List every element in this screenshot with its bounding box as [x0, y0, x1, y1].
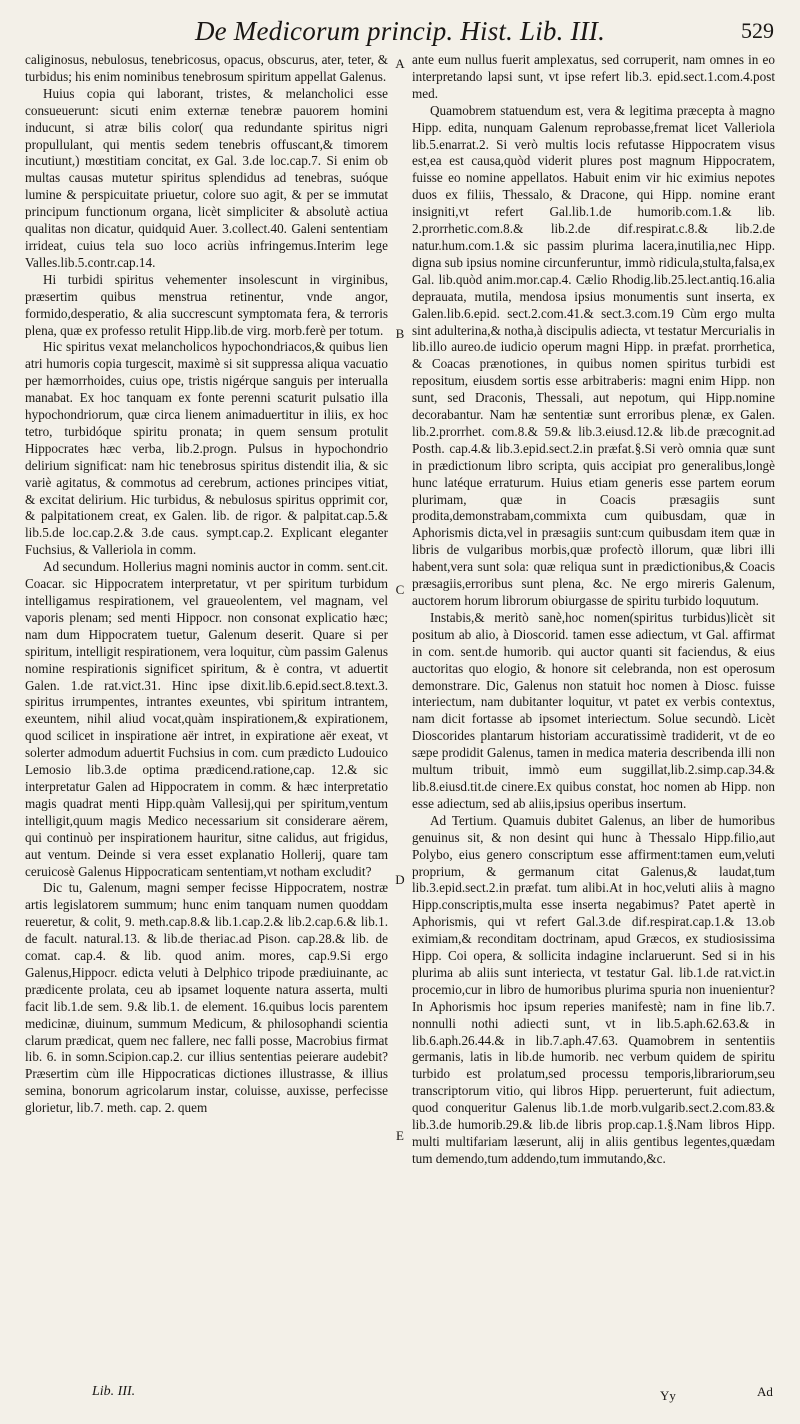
signature-mark: Yy	[660, 1388, 676, 1403]
right-column	[412, 52, 775, 1372]
paragraph: Hic spiritus vexat melancholicos hypochondriacos,& quibus lien atri humoris copia turgescit, maximè si sit suppressa aliqua vacuatio per hæmorrhoides, cuius ope, tristis nigérque sanguis per interualla manabat. Ex hoc tanquam ex fonte perenni scaturit pulsatio illa hypochondriorum, quæ circa lienem animaduertitur in iliis, ex hoc tetro, turbidóque spiritu pronata; in quem sensum protulit Hippocrates hæc verba, lib.2.progn. Pulsus in hypochondrio delirium significat: nam hic tenebrosus spiritus distendit ilia, & sic variè agitatus, & commotus ad cerebrum, actiones principes vitiat, & excitat delirium. Hic turbidus, & nebulosus spiritus opprimit cor, & palpitationem creat, ex Galen. lib. de rigor. & palpitat.cap.5.& lib.5.de loc.cap.2.& 3.de caus. sympt.cap.2. Explicant eleganter Fuchsius, & Valleriola in comm.	[25, 339, 388, 558]
margin-letter: D	[395, 872, 405, 887]
paragraph: ante eum nullus fuerit amplexatus, sed corruperit, nam omnes in eo interpretando lapsi sunt, vt ipse refert lib.3. epid.sect.1.com.4.post med.	[412, 52, 775, 101]
margin-letter: A	[395, 56, 405, 71]
left-column	[25, 52, 388, 1372]
margin-letters	[390, 0, 410, 1424]
paragraph: Ad Tertium. Quamuis dubitet Galenus, an liber de humoribus genuinus sit, & non desint qui hunc à Thessalo Hipp.filio,aut Polybo, eius genero conscriptum esse affirment:tamen eum,veluti proprium, & germanum citat Galenus,& laudat,tum lib.3.epid.sect.2.in præfat. tum alibi.At in hoc,veluti aliis à magno Hipp.conscriptis,multa esse inserta negabimus? Patet apertè in Aphorismis, qui vt refert Gal.3.de dif.respirat.cap.1.& 13.ob eximiam,& reconditam doctrinam, apud Græcos, ex studiosissima Hipp. Coi opera, & sollicita indagine inclaruerunt. Sed si in his plurima ab aliis sunt interiecta, vt testatur Gal. lib.1.de rat.vict.in procemio,cur in libro de humoribus plurima spuria non inuenientur? In Aphorismis hoc ipsum reperies manifestè; nam in fine lib.7. nonnulli nothi adiecti sunt, vt in lib.5.aph.62.63.& in lib.6.aph.26.44.& in lib.7.aph.47.63. Quamobrem in sententiis germanis, latis in lib.de humorib. nec verbum quidem de spiritu turbido est prolatum,sed processu temporis,librariorum,seu transcriptorum vitio, qui libros Hipp. peruerterunt, fuit adiectum, quod conqueritur Galenus lib.1.de morb.vulgarib.sect.2.com.83.& lib.3.de humorib.29.& lib.de libris prop.cap.1.§.Nam libros Hipp. multi multifariam læserunt, alij in aliis gentibus legentes,quædam tum demendo,tum addendo,tum immutando,&c.	[412, 812, 775, 1166]
footer-book-label: Lib. III.	[92, 1384, 136, 1399]
paragraph: Hi turbidi spiritus vehementer insolescunt in virginibus, præsertim quibus menstrua retinentur, vnde angor, formido,desperatio, & alia succrescunt symptomata fera, & terroris plena, quæ ex professo retulit Hipp.lib.de virg. morb.ferè per totum.	[25, 271, 388, 338]
paragraph: Quamobrem statuendum est, vera & legitima præcepta à magno Hipp. edita, nunquam Galenum reprobasse,fremat licet Valleriola lib.5.enarrat.2. Si verò multis locis refutasse Hippocratem visus est,ea est causa,quòd viderit plures post magnum Hippocratem, fuisse eo nomine appellatos. Habuit enim vir hic eximius nepotes duos ex filiis, Thessalo, & Dracone, qui Hipp. nomine erant insigniti,vt refert Gal.lib.1.de humorib.com.1.& lib. 2.prorrhetic.com.8.& lib.2.de dif.respirat.c.8.& lib.2.de natur.hum.com.1.& sic passim plurima lacera,inutilia,nec Hipp. digna sub ipsius nomine circunferuntur, immò ridicula,stulta,falsa,ex Gal. lib.quòd anim.mor.cap.4. Cælio Rhodig.lib.25.lect.antiq.16.alia deprauata, mutila, mendosa ipsius monumentis sunt inserta, ex Galen.lib.6.epid. sect.2.com.41.& sect.3.com.19 Cùm ergo multa sint adulterina,& notha,à discipulis adiecta, vt testatur Mercurialis in lib.illo aureo.de iudicio operum magni Hipp. in præfat. prorrhetica, & Coacas prænotiones, in quibus nomen spiritus turbidi est repositum, eiusdem sortis esse arbitraberis: magni enim Hipp. non sunt, sed Draconis, Thessali, aut nepotum, qui Hipp.nomine decorabantur. Nam hæ sententiæ sunt erroribus plenæ, ex Galen. lib.2.prorrhet. com.8.& 59.& lib.3.eiusd.12.& lib.de præcognit.ad Posth. cap.4.& lib.3.epid.sect.2.in præfat.§.Si verò omnia quæ sunt in prædictionum libro scripta, quis accipiat pro generalibus,longè hunc latéque erraturum. Huius etiam generis esse partem eorum plurimam, quæ in Coacis præsagiis sunt prodita,demonstrabam,commixta cum quibusdam, quæ in Aphorismis dicta,vel in præsagiis sunt:cum quibusdam item quæ in libris de vulgaribus morbis,quæ profectò illorum, quæ libri illi habent,vera sunt sola: quæ reliqua sunt in prædictionibus,& Coacis præsagiis,erroribus sunt plena, &c. Ne ergo mireris Galenum, auctorem horum librorum obiurgasse de spiritu turbido loquutum.	[412, 102, 775, 608]
paragraph: Ad secundum. Hollerius magni nominis auctor in comm. sent.cit. Coacar. sic Hippocratem interpretatur, vt per spiritum turbidum intelligamus respirationem, vel graueolentem, vel magnam, vel vaporis plenam; sed menti Hippocr. non consonat explicatio hæc; nam dum Hippocratem tuetur, Galenum deserit. Quare si per spiritum, intelligit respirationem, vera loquitur, cùm passim Galenus nomine respirationis significet spiritum, & è contra, vt aduertit Galen. 1.de rat.vict.31. Hinc ipse dixit.lib.6.epid.sect.8.text.3. spiritus irrumpentes, intrantes exeuntes, vbi spiritum intrantem, exeuntem, nihil aliud vocat,quàm inspirationem,& expirationem, quod scilicet in inspiratione aër intret, in expiratione aër exeat, vt solerter admodum aduertit Fuchsius in com. cum prædicto Ludouico Lemosio lib.3.de optima prædicend.ratione,cap. 12.& sic interpretatur Galen ad Hippocratem in comm. & hæc interpretatio magis quadrat menti Hipp.quàm Vallesij,qui per spiritum,ventum intelligit,quum magis Medico necessarium sit considerare aërem, qui continuò per inspirationem hauritur, sitne calidus, aut frigidus, aut ventum. Deinde si vera esset explanatio Hollerij, quare tam ceruicosè Galenus Hippocraticam sententiam,vt notham excludit?	[25, 559, 388, 879]
paragraph: Dic tu, Galenum, magni semper fecisse Hippocratem, nostræ artis legislatorem summum; hunc enim tanquam numen quoddam reueretur, & colit, 9. meth.cap.8.& lib.1.cap.2.& lib.2.cap.6.& lib.1. de facult. natural.13. & lib.de theriac.ad Pison. cap.28.& lib. de comat. cap.4. & lib. quod anim. mores, cap.9.Si ergo Galenus,Hippocr. edicta veluti à Delphico tripode prædiuinante, ac prædicente prolata, ceu ab ipsamet loquente natura asserta, multi facit lib.1.de sem. 9.& lib.1. de element. 16.quibus locis parentem medicinæ, diuinum, summum Medicum, & philosophandi scientia clarum prædicat, quem nec fallere, nec falli posse, Macrobius firmat lib. 6. in somn.Scipion.cap.2. cur illius sententias peierare audebit? Præsertim cùm ille Hippocraticas dictiones illustrasse, & illius semina, bonorum agricolarum instar, coluisse, auxisse, perfecisse glorietur, lib.7. meth. cap. 2. quem	[25, 880, 388, 1116]
margin-letter: C	[395, 582, 405, 597]
margin-letter: B	[395, 326, 405, 341]
paragraph: Huius copia qui laborant, tristes, & melancholici esse consueuerunt: sicuti enim externæ tenebræ pauorem homini inducunt, si atræ bilis color( qua redundante spiritus nigri propullulant, qui mentis sedem tenebris offuscant,& timorem incutiunt,) mœstitiam concitat, ex Gal. 3.de loc.cap.7. Si enim ob multas causas mutetur spiritus splendidus ad tenebras, suóque lumine & perspicuitate priuetur, colore suo agit, & per se immutat principum functionum organa, licèt simpliciter & absolutè actiua qualitas non dicatur, quidquid Auer. 3.collect.40. Galeni sententiam irrideat, cuius tela suo loco acriùs infringemus.Interim lege Valles.lib.5.contr.cap.14.	[25, 85, 388, 270]
running-title: De Medicorum princip. Hist. Lib. III.	[194, 16, 606, 46]
page-number: 529	[741, 18, 774, 43]
paragraph: Instabis,& meritò sanè,hoc nomen(spiritus turbidus)licèt sit positum ab alio, à Dioscorid. tamen esse adiectum, vt Gal. affirmat in com. sent.de humorib. qui auctor quanti sit faciendus, & eius auctoritas quo elogio, & honore sit celebranda, non est operosum demonstrare. Dic, Galenus non statuit hoc nomen à Diosc. fuisse interiectum, nam dubitanter loquitur, vt patet ex verbis contextus, nam dicit fortasse ab ipsomet interiectum. Solue secundò. Licèt Dioscorides plantarum historiam accuratissimè tradiderit, vt de eo sæpe prodidit Galenus, tamen in medica materia describenda illi non multum tribuit, immò eum suggillat,lib.2.simp.cap.34.& lib.8.eiusd.tit.de cinere.Ex quibus constat, hoc nomen ab Hipp. non esse adiectum, sed ab aliis,ipsius operibus insertum.	[412, 609, 775, 811]
catchword: Ad	[757, 1384, 773, 1399]
paragraph: caliginosus, nebulosus, tenebricosus, opacus, obscurus, ater, teter, & turbidus; his enim nominibus tenebrosum spiritum appellat Galenus.	[25, 52, 388, 84]
page-footer	[0, 1384, 800, 1414]
margin-letter: E	[396, 1128, 404, 1143]
